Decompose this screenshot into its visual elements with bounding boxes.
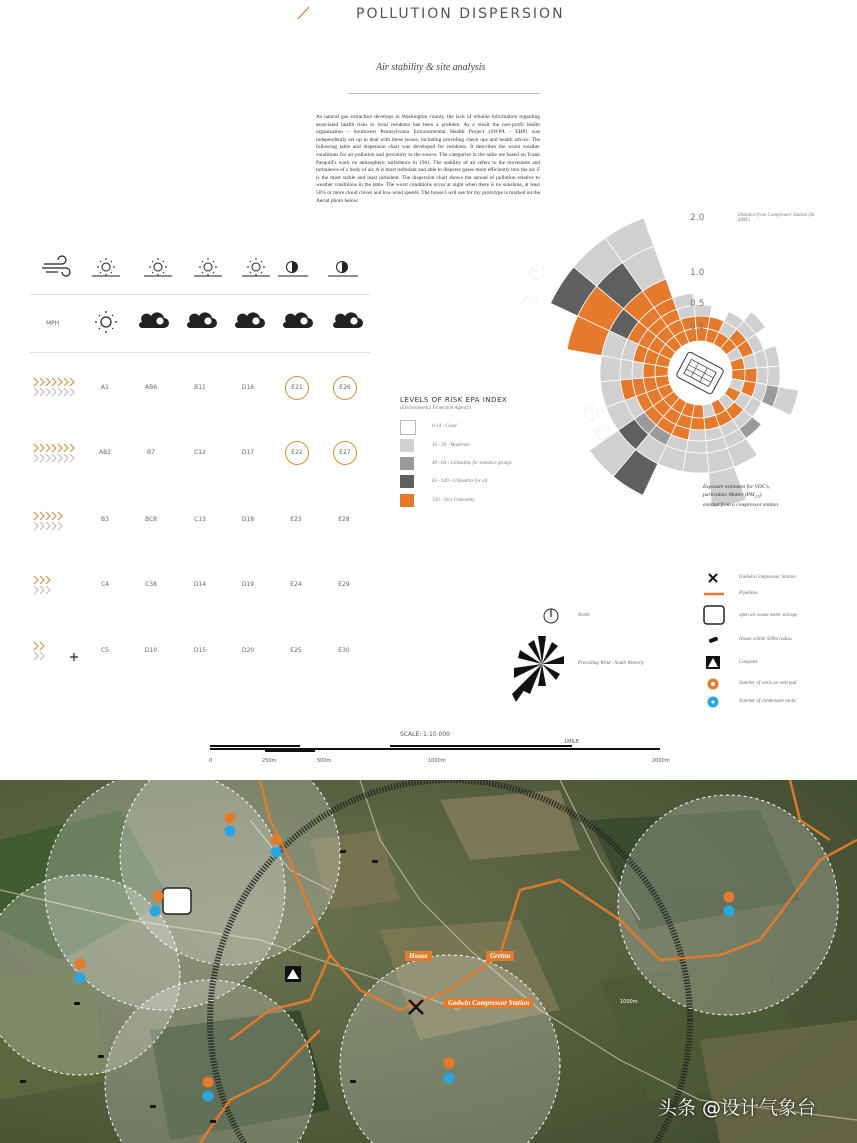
table-cell: D10	[144, 647, 158, 654]
legend-swatch	[400, 457, 414, 470]
table-cell: C13	[194, 516, 206, 523]
table-cell: D14	[193, 581, 207, 588]
ring-label: E26	[524, 299, 534, 305]
dispersion-chart	[505, 210, 805, 510]
table-cell: E30	[338, 647, 350, 654]
table-cell: E24	[290, 581, 302, 588]
scale-tick: 0	[209, 758, 213, 764]
table-divider	[30, 294, 370, 295]
dispersion-sector	[756, 367, 768, 385]
moon-icon	[328, 262, 358, 277]
station-map-label: Godwin Compressor Station	[444, 998, 533, 1008]
table-cell-circled: E21	[285, 376, 309, 400]
chevron-icon	[34, 522, 62, 530]
chevron-icon	[34, 512, 62, 520]
well-pad-icon	[708, 679, 719, 690]
legend-wells: Number of wells on well pad	[739, 681, 797, 686]
table-cell: C38	[145, 581, 157, 588]
distance-map-label: 1000m	[620, 999, 638, 1005]
chevron-icon	[34, 444, 74, 452]
chart-caption-line: emitted from a compressor station	[703, 502, 779, 509]
sun-icon	[92, 258, 120, 276]
legend-pipelines: Pipelines	[739, 591, 758, 596]
campsite-icon	[285, 966, 301, 982]
chart-caption-line: particulate Matter $(PM_{2.5})$	[703, 492, 762, 500]
close-icon	[709, 574, 717, 582]
table-cell: D17	[241, 449, 255, 456]
table-cell: E25	[290, 647, 302, 654]
mile-label: 1MILE	[564, 739, 579, 745]
scale-tick: 2000m	[652, 758, 670, 764]
table-cell-circled: E27	[333, 441, 357, 465]
house-icon	[709, 636, 719, 643]
distance-label: 0.5	[690, 299, 705, 309]
page-subtitle: Air stability & site analysis	[376, 62, 486, 73]
chart-caption-line: Exposure estimates for VOC's,	[703, 484, 771, 490]
table-cell: B11	[194, 384, 206, 391]
table-cell: B3	[101, 516, 109, 523]
dispersion-sector	[744, 368, 757, 383]
legend-label: 150 - Very Unhealthy	[432, 498, 475, 503]
moon-icon	[278, 262, 308, 277]
cloud-icon	[333, 312, 363, 328]
dispersion-sector	[686, 440, 707, 453]
storage-icon	[704, 606, 724, 624]
subtitle-divider	[348, 93, 540, 94]
table-cell: D15	[193, 647, 207, 654]
chevron-icon	[34, 586, 50, 594]
ring-label: E27	[597, 428, 607, 434]
dispersion-sector	[632, 361, 644, 379]
chevron-icon	[34, 388, 74, 396]
page-title: POLLUTION DISPERSION	[356, 6, 565, 22]
legend-compressor: Gadwin Compressor Station	[739, 575, 796, 580]
table-cell-circled: E26	[333, 376, 357, 400]
dispersion-sector	[690, 417, 705, 430]
weather-icons	[30, 248, 370, 348]
table-divider	[30, 352, 370, 353]
dispersion-sector	[643, 363, 656, 378]
table-cell: D20	[241, 647, 255, 654]
table-cell: E28	[338, 516, 350, 523]
plus-icon	[70, 653, 78, 661]
distance-caption: Distance from Compressor Station (In KMS)	[738, 213, 815, 223]
cloud-icon	[283, 312, 313, 328]
risk-legend-title: LEVELS OF RISK EPA INDEX	[400, 396, 508, 404]
legend-campsite: Campsite	[739, 660, 758, 665]
table-cell: D19	[241, 581, 255, 588]
table-cell: C4	[100, 581, 109, 588]
ring-label: E21	[531, 268, 541, 274]
stability-table	[90, 375, 370, 675]
compressor-station-icon	[676, 351, 724, 395]
table-cell: A1	[101, 384, 109, 391]
watermark: 头条 @设计气象台	[658, 1097, 817, 1119]
dispersion-sector	[767, 366, 780, 387]
gretna-map-label: Gretna	[486, 951, 514, 961]
chevron-icon	[34, 642, 44, 650]
campsite-icon	[706, 656, 720, 669]
wind-rose-icon	[512, 632, 568, 708]
table-cell: D18	[241, 516, 255, 523]
chevron-icon	[34, 652, 44, 660]
cloud-icon	[235, 312, 265, 328]
legend-label: 16 - 39 - Moderate	[432, 443, 470, 448]
dispersion-sector	[688, 429, 706, 441]
legend-label: 65 - 149 - Unhealthy for all	[432, 479, 488, 484]
dispersion-sector	[600, 356, 621, 382]
scale-label: SCALE: 1:10 000	[400, 731, 450, 738]
intro-paragraph: As natural gas extraction develops in Washington county, the lack of reliable information regarding associated health risks to local residents has been a problem. As a result the non-profit health organization - Southwest Pennsylvania Environmental Health Project (SWPA - EHP) was independently set up to deal with these issues, including providing check ups and health advice. The following table and dispersion chart was developed for residents. It describes the worst weather conditions for air pollution and proximity to the source. The categories in the table are based on Frank Pasquill's work on atmospheric turbulence in 1961. The stability of air refers to the movement and turbulence of a body of air. A is most turbulant and able to disperse gases more efficiently into the air. F is the most stable and least turbulent. The dispersion chart shows the spread of pollution relative to weather conditions in the table. The worst conditions occur at night when there is no sunshine, at least 50% or more cloud clover and low wind speeds. The house I will use for my prototype is marked on the Aerial photo below.	[316, 114, 541, 204]
table-cell: B7	[147, 449, 155, 456]
sun-icon	[95, 311, 117, 333]
aerial-photo	[0, 780, 857, 1143]
sun-icon	[144, 258, 172, 276]
wind-label: Prevailing Wind - South Westerly	[578, 661, 645, 666]
risk-legend-subtitle: (Environmental Protection Agency)	[400, 406, 471, 411]
sun-icon	[242, 258, 270, 276]
legend-label: 40 - 64 - Unhealthy for sensitive groups	[432, 461, 512, 466]
table-cell: E29	[338, 581, 350, 588]
dispersion-sector	[620, 359, 633, 380]
house-map-label: House	[405, 951, 432, 961]
cloud-icon	[187, 312, 217, 328]
north-label: North	[578, 613, 590, 618]
scale-bar	[205, 744, 665, 756]
legend-swatch	[400, 475, 414, 488]
table-cell: E23	[290, 516, 302, 523]
sun-icon	[194, 258, 222, 276]
legend-swatch	[400, 439, 414, 452]
legend-swatch	[400, 494, 414, 507]
table-cell: C5	[100, 647, 109, 654]
legend-storage: open air waste water storage	[739, 613, 798, 618]
table-cell: AB2	[98, 449, 112, 456]
ring-label: E22	[585, 409, 595, 415]
condensate-tank-icon	[708, 697, 719, 708]
table-cell: C12	[194, 449, 206, 456]
chevron-icon	[34, 454, 74, 462]
distance-label: 1.0	[690, 268, 705, 278]
table-cell: AB6	[144, 384, 158, 391]
mph-label: MPH	[46, 320, 60, 327]
distance-label: 2.0	[690, 213, 705, 223]
table-cell: D16	[241, 384, 255, 391]
scale-tick: 1000m	[428, 758, 446, 764]
cloud-icon	[139, 312, 169, 328]
north-icon	[541, 606, 561, 626]
wind-icon	[42, 256, 70, 276]
wind-speed-chevrons	[30, 370, 80, 670]
distance-label: 0.1	[690, 322, 705, 332]
slash-icon	[296, 6, 310, 20]
legend-label: 0-14 - Good	[432, 424, 457, 429]
aerial-map	[0, 780, 857, 1143]
chevron-icon	[34, 576, 50, 584]
legend-house: House within 500m radius	[739, 637, 792, 642]
storage-icon	[163, 888, 191, 914]
legend-swatch	[400, 420, 416, 435]
chart-caption	[703, 483, 813, 509]
table-cell: BC8	[144, 516, 158, 523]
scale-tick: 250m	[262, 758, 277, 764]
scale-tick: 500m	[317, 758, 332, 764]
legend-tanks: Number of condensate tanks	[739, 699, 796, 704]
dispersion-sector	[683, 452, 709, 473]
chevron-icon	[34, 378, 74, 386]
table-cell-circled: E22	[285, 441, 309, 465]
map-legend-icons	[700, 570, 730, 715]
